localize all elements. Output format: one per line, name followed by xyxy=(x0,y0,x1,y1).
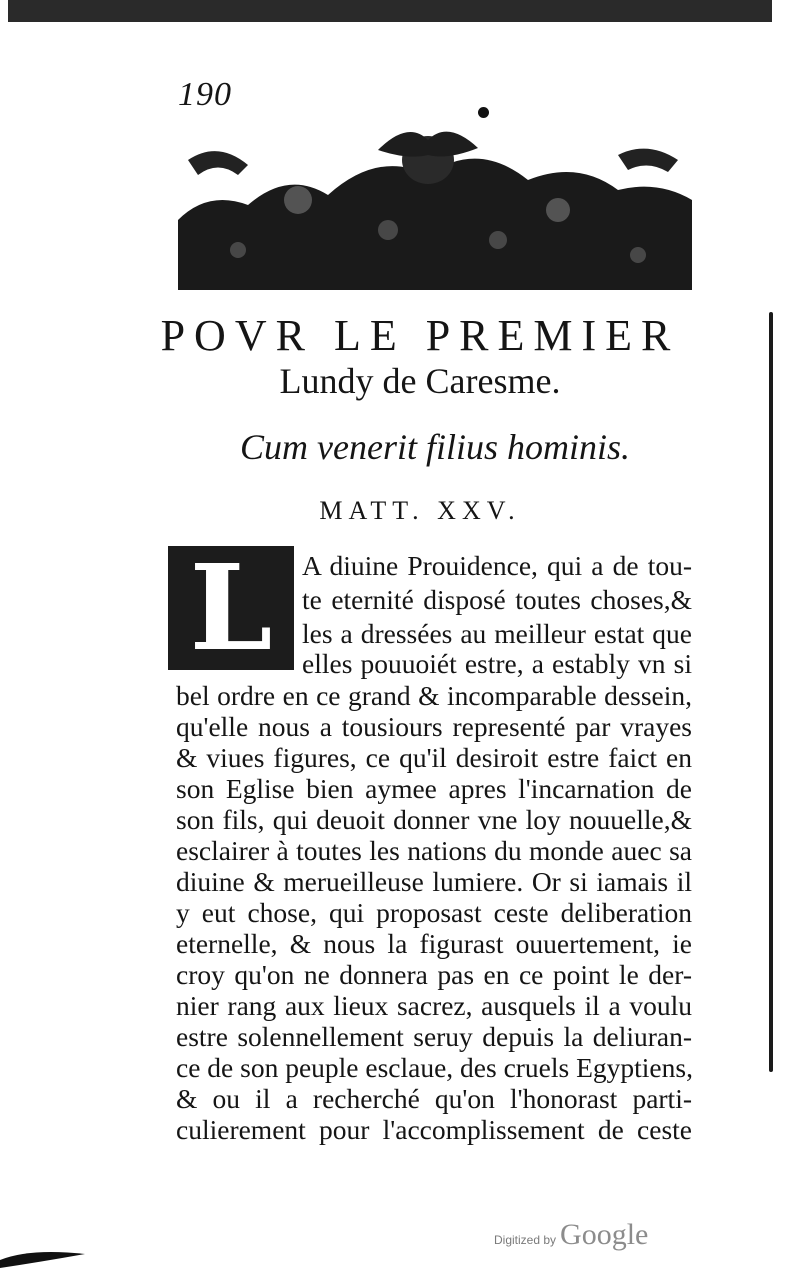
decorative-headpiece-icon xyxy=(178,120,692,290)
decorated-initial-letter: L xyxy=(189,538,273,677)
epigraph: Cum venerit filius hominis. xyxy=(240,427,630,467)
text-line: les a dressées au meilleur estat que xyxy=(302,618,692,649)
page-number: 190 xyxy=(178,76,232,113)
text-line: nier rang aux lieux sacrez, ausquels il a voulu xyxy=(176,990,692,1021)
text-line: elles pouuoiét estre, a estably vn si xyxy=(302,648,692,679)
page-edge-rule xyxy=(769,312,773,1072)
text-line: diuine & merueilleuse lumiere. Or si iamais il xyxy=(176,866,692,897)
watermark-brand: Google xyxy=(560,1218,649,1251)
text-line: te eternité disposé toutes choses,& xyxy=(302,584,692,615)
text-line: culierement pour l'accomplissement de ceste xyxy=(176,1114,692,1145)
text-line: qu'elle nous a tousiours representé par vrayes xyxy=(176,711,692,742)
text-line: A diuine Prouidence, qui a de tou- xyxy=(302,550,692,581)
text-line: eternelle, & nous la figurast ouuertement, ie xyxy=(176,928,692,959)
text-line: y eut chose, qui proposast ceste deliberation xyxy=(176,897,692,928)
text-line: esclairer à toutes les nations du monde auec sa xyxy=(176,835,692,866)
chapter-title-line2: Lundy de Caresme. xyxy=(279,361,561,401)
text-line: son Eglise bien aymee apres l'incarnation de xyxy=(176,773,692,804)
scan-top-edge xyxy=(8,0,772,22)
digitized-watermark xyxy=(494,1218,648,1252)
text-line: ce de son peuple esclaue, des cruels Egyptiens, xyxy=(176,1052,693,1083)
decorated-initial xyxy=(168,538,294,677)
text-line: bel ordre en ce grand & incomparable dessein, xyxy=(176,680,692,711)
ornament-dot xyxy=(478,107,489,118)
text-line: estre solennellement seruy depuis la deliuran- xyxy=(176,1021,692,1052)
scan-edge-mark-icon xyxy=(0,1246,85,1268)
watermark-prefix: Digitized by xyxy=(494,1233,557,1247)
chapter-title-line1: POVR LE PREMIER xyxy=(160,311,680,360)
text-line: & viues figures, ce qu'il desiroit estre faict en xyxy=(176,742,692,773)
text-line: son fils, qui deuoit donner vne loy nouuelle,& xyxy=(176,804,692,835)
text-line: croy qu'on ne donnera pas en ce point le der- xyxy=(176,959,692,990)
text-line: & ou il a recherché qu'on l'honorast parti- xyxy=(176,1083,692,1114)
scripture-reference: MATT. XXV. xyxy=(319,496,521,525)
